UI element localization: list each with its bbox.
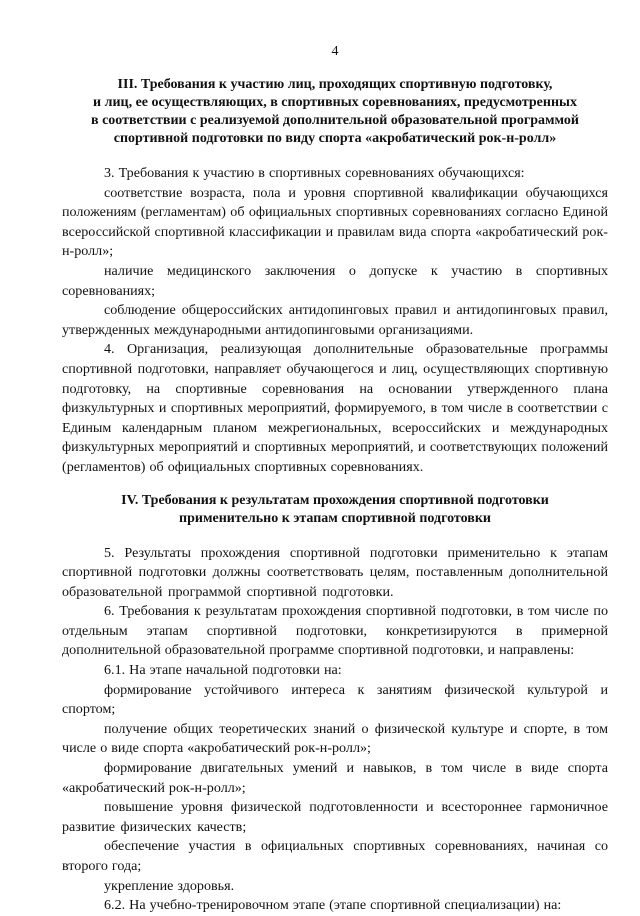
paragraph-3-item-antidoping: соблюдение общероссийских антидопинговых правил и антидопинговых правил, утвержденных международными антидопинговыми организациями.: [62, 302, 608, 338]
paragraph-6-1-item-interest: формирование устойчивого интереса к занятиям физической культурой и спортом;: [62, 681, 608, 718]
heading-line: применительно к этапам спортивной подготовки: [179, 510, 491, 526]
paragraph-6-1-item-knowledge: получение общих теоретических знаний о физической культуре и спорте, в том числе о виде спорта «акробатический рок-н-ролл»;: [62, 720, 608, 757]
paragraph-3-item-age: соответствие возраста, пола и уровня спортивной квалификации обучающихся положениям (регламентам) об официальных спортивных соревнованиях согласно Единой всероссийской спортивной классификации и правилам вида спорта «акробатический рок-н-ролл»;: [62, 184, 608, 260]
paragraph-6-1: 6.1. На этапе начальной подготовки на:: [104, 662, 342, 679]
section-3-body: [62, 164, 608, 478]
section-4-body: [62, 544, 608, 916]
paragraph-6-1-item-health: укрепление здоровья.: [104, 877, 235, 894]
section-4-heading: [62, 492, 608, 528]
paragraph-3-item-medical: наличие медицинского заключения о допуске к участию в спортивных соревнованиях;: [62, 262, 608, 299]
page-number: 4: [331, 44, 339, 59]
section-3-heading: [62, 76, 608, 148]
paragraph-4: 4. Организация, реализующая дополнительные образовательные программы спортивной подготовки, направляет обучающегося и лиц, осуществляющих спортивную подготовку, на спортивные соревнования на основании утвержденного плана физкультурных и спортивных мероприятий, формируемого, в том числе в соответствии с Единым календарным планом межрегиональных, всероссийских и международных физкультурных мероприятий и спортивных мероприятий, и соответствующих положений (регламентов) об официальных спортивных соревнованиях.: [62, 341, 608, 475]
paragraph-6-1-item-competitions: обеспечение участия в официальных спортивных соревнованиях, начиная со второго года;: [62, 838, 608, 874]
heading-line: спортивной подготовки по виду спорта «акробатический рок-н-ролл»: [113, 131, 557, 146]
paragraph-6-2: 6.2. На учебно-тренировочном этапе (этапе спортивной специализации) на:: [104, 897, 562, 914]
heading-line: III. Требования к участию лиц, проходящих спортивную подготовку,: [117, 77, 553, 92]
heading-line: в соответствии с реализуемой дополнительной образовательной программой: [91, 113, 579, 128]
heading-line: и лиц, ее осуществляющих, в спортивных соревнованиях, предусмотренных: [93, 95, 577, 110]
paragraph-3: 3. Требования к участию в спортивных соревнованиях обучающихся:: [104, 165, 525, 181]
paragraph-6-1-item-fitness: повышение уровня физической подготовленности и всестороннее гармоничное развитие физических качеств;: [62, 799, 608, 835]
paragraph-6: 6. Требования к результатам прохождения спортивной подготовки, в том числе по отдельным этапам спортивной подготовки, конкретизируются в примерной дополнительной образовательной программе спортивной подготовки, и направлены:: [62, 603, 608, 659]
heading-line: IV. Требования к результатам прохождения спортивной подготовки: [121, 492, 549, 508]
paragraph-5: 5. Результаты прохождения спортивной подготовки применительно к этапам спортивной подготовки должны соответствовать целям, поставленным дополнительной образовательной программой спортивной подготовки.: [62, 544, 608, 600]
paragraph-6-1-item-skills: формирование двигательных умений и навыков, в том числе в виде спорта «акробатический рок-н-ролл»;: [62, 760, 608, 796]
